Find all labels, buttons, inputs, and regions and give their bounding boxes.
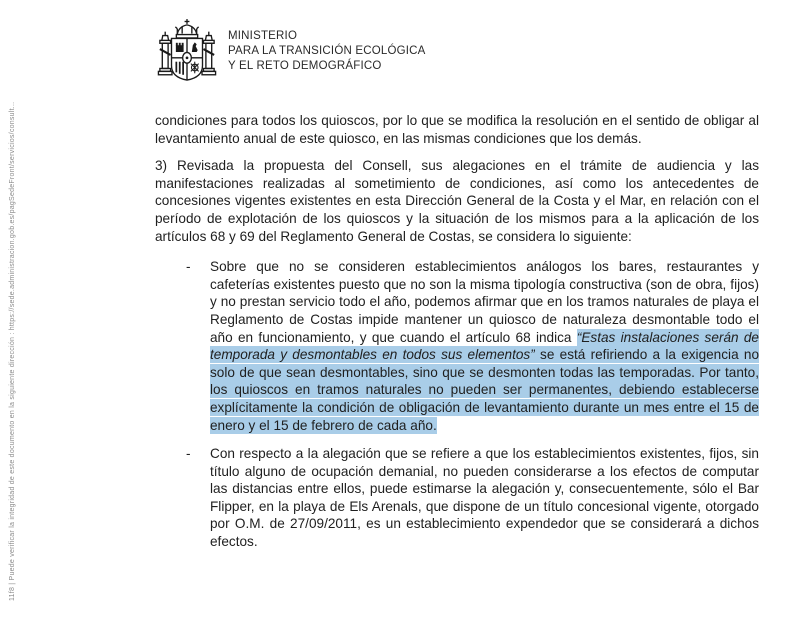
ministry-line: Y EL RETO DEMOGRÁFICO <box>228 60 382 72</box>
ministry-line: PARA LA TRANSICIÓN ECOLÓGICA <box>228 45 426 57</box>
ministry-title-block <box>228 29 426 74</box>
bullet-text <box>210 446 759 549</box>
bullet-text <box>210 259 759 433</box>
document-integrity-verification-text: 11f8 | Puede verificar la integridad de este documento en la siguiente dirección : https://sede.administracion.gob.es/pagSedeFront/servicios/consult... <box>9 101 16 601</box>
bullet-dash: - <box>186 259 191 275</box>
paragraph-conditions: condiciones para todos los quioscos, por lo que se modifica la resolución en el sentido de obligar al levantamiento anual de este quiosco, en las mismas condiciones que los demás. <box>155 113 759 146</box>
bullet-dash: - <box>186 446 191 462</box>
ministry-line: MINISTERIO <box>228 30 298 42</box>
bullet-item-bar-flipper <box>155 445 759 551</box>
spain-coat-of-arms-logo <box>156 18 218 86</box>
bullet-text-segment: Sobre que no se consideren establecimientos análogos los bares, restaurantes y cafeterías existentes puesto que no son la misma tipología constructiva (son de obra, fijos) y no prestan servicio todo el año, podemos afirmar que en los tramos naturales de playa el Reglamento de Costas impide mantener un quiosco de naturaleza desmontable todo el año en funcionamiento, y que cuando el artículo 68 indica <box>210 259 759 345</box>
highlighted-text-dismantling-obligation: se está refiriendo a la exigencia no solo de que sean desmontables, sino que se desmonten todas las temporadas. Por tanto, los quioscos en tramos naturales no pueden ser permanentes, debiendo establecerse explícitamente la condición de obligación de levantamiento durante un mes entre el 15 de enero y el 15 de febrero de cada año. <box>210 347 760 433</box>
paragraph-point-3: 3) Revisada la propuesta del Consell, sus alegaciones en el trámite de audiencia y las manifestaciones realizadas al sometimiento de condiciones, así como los antecedentes de concesiones vigentes existentes en esta Dirección General de la Costa y el Mar, en relación con el período de explotación de los quioscos y la situación de los mismos para a la aplicación de los artículos 68 y 69 del Reglamento General de Costas, se considera lo siguiente: <box>155 158 759 244</box>
bullet-item-kiosks-seasonal <box>155 258 759 434</box>
highlighted-quote-article-68: “Estas instalaciones serán de temporada y desmontables en todos sus elementos” <box>210 329 759 363</box>
document-body <box>155 112 759 562</box>
bullet-text-segment: Con respecto a la alegación que se refiere a que los establecimientos existentes, fijos, sin título alguno de ocupación demanial, no pueden considerarse a los efectos de computar las distancias entre ellos, puede estimarse la alegación y, consecuentemente, sólo el Bar Flipper, en la playa de Els Arenals, que dispone de un título concesional vigente, otorgado por O.M. de 27/09/2011, es un establecimiento expendedor que se considerará a dichos efectos. <box>210 446 759 550</box>
coat-of-arms-icon <box>156 18 218 86</box>
